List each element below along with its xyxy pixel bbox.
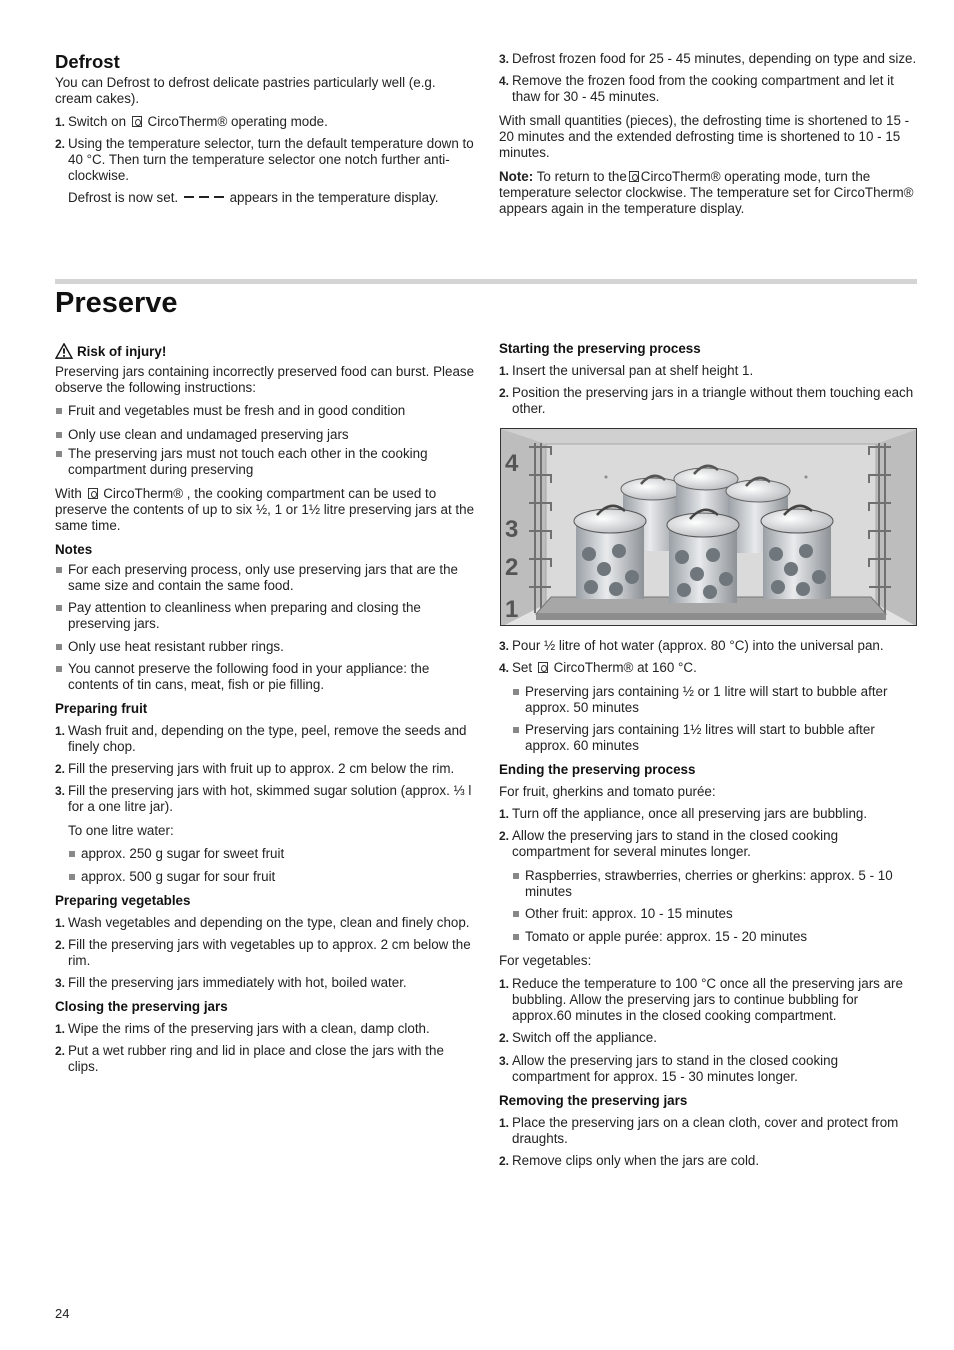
note-item: You cannot preserve the following food in your appliance: the contents of tin cans, meat, fish or pie filling. — [55, 661, 475, 693]
preparing-fruit-heading: Preparing fruit — [55, 701, 148, 716]
dashes-display-icon — [184, 196, 224, 198]
fruit-step-1: 1. Wash fruit and, depending on the type, peel, remove the seeds and finely chop. — [55, 723, 467, 754]
ending-fruit-bullet: Tomato or apple purée: approx. 15 - 20 minutes — [512, 929, 919, 945]
closing-jars-heading: Closing the preserving jars — [55, 999, 228, 1014]
starting-step-2: 2. Position the preserving jars in a triangle without them touching each other. — [499, 385, 914, 416]
ending-fruit-step-2: 2. Allow the preserving jars to stand in the closed cooking compartment for several minutes longer. — [499, 828, 839, 859]
defrost-intro: You can Defrost to defrost delicate pastries particularly well (e.g. cream cakes). — [55, 75, 436, 106]
shelf-label-2: 2 — [505, 554, 519, 581]
shelf-label-4: 4 — [505, 450, 519, 477]
page-number: 24 — [55, 1306, 70, 1321]
preserve-left-column — [55, 343, 475, 1075]
ending-veg-step-3: 3. Allow the preserving jars to stand in the closed cooking compartment for approx. 15 - 30 minutes longer. — [499, 1053, 839, 1084]
starting-step-4: 4. Set CircoTherm® at 160 °C. — [499, 660, 697, 675]
preserve-right-column-top — [499, 341, 919, 417]
defrost-right-column — [499, 51, 919, 217]
note-item: For each preserving process, only use preserving jars that are the same size and contain the same food. — [55, 562, 475, 594]
veg-step-2: 2. Fill the preserving jars with vegetables up to approx. 2 cm below the rim. — [55, 937, 471, 968]
risk-bullet: The preserving jars must not touch each other in the cooking compartment during preserving — [55, 446, 475, 478]
risk-bullet: Only use clean and undamaged preserving jars — [55, 427, 475, 443]
veg-step-1: 1. Wash vegetables and depending on the type, clean and finely chop. — [55, 915, 470, 930]
for-fruit-text: For fruit, gherkins and tomato purée: — [499, 784, 716, 799]
sugar-list — [55, 846, 475, 885]
preparing-vegetables-heading: Preparing vegetables — [55, 893, 191, 908]
note-item: Pay attention to cleanliness when preparing and closing the preserving jars. — [55, 600, 475, 632]
sugar-bullet: approx. 250 g sugar for sweet fruit — [68, 846, 475, 862]
fruit-step-3: 3. Fill the preserving jars with hot, skimmed sugar solution (approx. ⅓ l for a one litre jar). — [55, 783, 472, 814]
defrost-left-column — [55, 51, 475, 206]
starting-step-3: 3. Pour ½ litre of hot water (approx. 80 °C) into the universal pan. — [499, 638, 884, 653]
ending-veg-step-1: 1. Reduce the temperature to 100 °C once all the preserving jars are bubbling. Allow the preserving jars to continue bubbling for approx.60 minutes in the closed cooking compartment. — [499, 976, 903, 1023]
circotherm-icon — [629, 171, 639, 182]
defrost-step-1: 1. Switch on CircoTherm® operating mode. — [55, 114, 328, 129]
defrost-step-4: 4. Remove the frozen food from the cooking compartment and let it thaw for 30 - 45 minutes. — [499, 73, 894, 104]
ending-heading: Ending the preserving process — [499, 762, 696, 777]
ending-fruit-list — [499, 868, 919, 945]
closing-step-1: 1. Wipe the rims of the preserving jars with a clean, damp cloth. — [55, 1021, 430, 1036]
removing-heading: Removing the preserving jars — [499, 1093, 688, 1108]
defrost-heading: Defrost — [55, 51, 120, 72]
shelf-label-3: 3 — [505, 516, 519, 543]
ending-fruit-bullet: Raspberries, strawberries, cherries or gherkins: approx. 5 - 10 minutes — [512, 868, 919, 900]
warning-triangle-icon — [55, 343, 73, 359]
preserving-jar — [574, 506, 646, 599]
bubble-list — [499, 684, 919, 754]
ending-fruit-bullet: Other fruit: approx. 10 - 15 minutes — [512, 906, 919, 922]
bubble-bullet: Preserving jars containing 1½ litres will start to bubble after approx. 60 minutes — [512, 722, 919, 754]
starting-heading: Starting the preserving process — [499, 341, 701, 356]
circotherm-icon — [132, 116, 142, 127]
defrost-step-3: 3. Defrost frozen food for 25 - 45 minutes, depending on type and size. — [499, 51, 917, 66]
ending-fruit-step-1: 1. Turn off the appliance, once all preserving jars are bubbling. — [499, 806, 868, 821]
removing-step-2: 2. Remove clips only when the jars are cold. — [499, 1153, 760, 1168]
defrost-step-2: 2. Using the temperature selector, turn the default temperature down to 40 °C. Then turn the temperature selector one notch further anti-clockwise. — [55, 136, 474, 183]
veg-step-3: 3. Fill the preserving jars immediately with hot, boiled water. — [55, 975, 407, 990]
risk-text: Preserving jars containing incorrectly preserved food can burst. Please observe the following instructions: — [55, 364, 475, 395]
circotherm-capacity-text: With CircoTherm® , the cooking compartment can be used to preserve the contents of up to six ½, 1 or 1½ litre preserving jars at the same time. — [55, 486, 475, 533]
risk-heading: Risk of injury! — [55, 343, 475, 360]
shelf-label-1: 1 — [505, 596, 519, 623]
one-litre-text: To one litre water: — [68, 823, 174, 838]
preserve-right-column-bottom — [499, 638, 919, 1169]
ending-veg-step-2: 2. Switch off the appliance. — [499, 1030, 657, 1045]
bubble-bullet: Preserving jars containing ½ or 1 litre will start to bubble after approx. 50 minutes — [512, 684, 919, 716]
oven-jars-drawing — [501, 429, 917, 626]
preserving-jar — [667, 510, 739, 603]
for-veg-text: For vegetables: — [499, 953, 592, 968]
circotherm-icon — [88, 488, 98, 499]
starting-step-1: 1. Insert the universal pan at shelf height 1. — [499, 363, 754, 378]
section-divider — [55, 279, 917, 284]
risk-bullet: Fruit and vegetables must be fresh and in good condition — [55, 403, 475, 419]
circotherm-icon — [538, 662, 548, 673]
oven-jars-illustration — [500, 428, 917, 626]
closing-step-2: 2. Put a wet rubber ring and lid in place and close the jars with the clips. — [55, 1043, 444, 1074]
defrost-small-quantities: With small quantities (pieces), the defrosting time is shortened to 15 - 20 minutes and the extended defrosting time is shortened to 10 - 15 minutes. — [499, 113, 910, 160]
notes-heading: Notes — [55, 542, 93, 557]
note-item: Only use heat resistant rubber rings. — [55, 639, 475, 655]
defrost-set-text: Defrost is now set. appears in the temperature display. — [68, 190, 439, 205]
defrost-note: Note: To return to the CircoTherm® operating mode, turn the temperature selector clockwise. The temperature set for CircoTherm® appears again in the temperature display. — [499, 169, 914, 216]
sugar-bullet: approx. 500 g sugar for sour fruit — [68, 869, 475, 885]
fruit-step-2: 2. Fill the preserving jars with fruit up to approx. 2 cm below the rim. — [55, 761, 455, 776]
preserve-heading: Preserve — [55, 287, 178, 319]
removing-step-1: 1. Place the preserving jars on a clean cloth, cover and protect from draughts. — [499, 1115, 899, 1146]
preserving-jar — [761, 506, 833, 599]
